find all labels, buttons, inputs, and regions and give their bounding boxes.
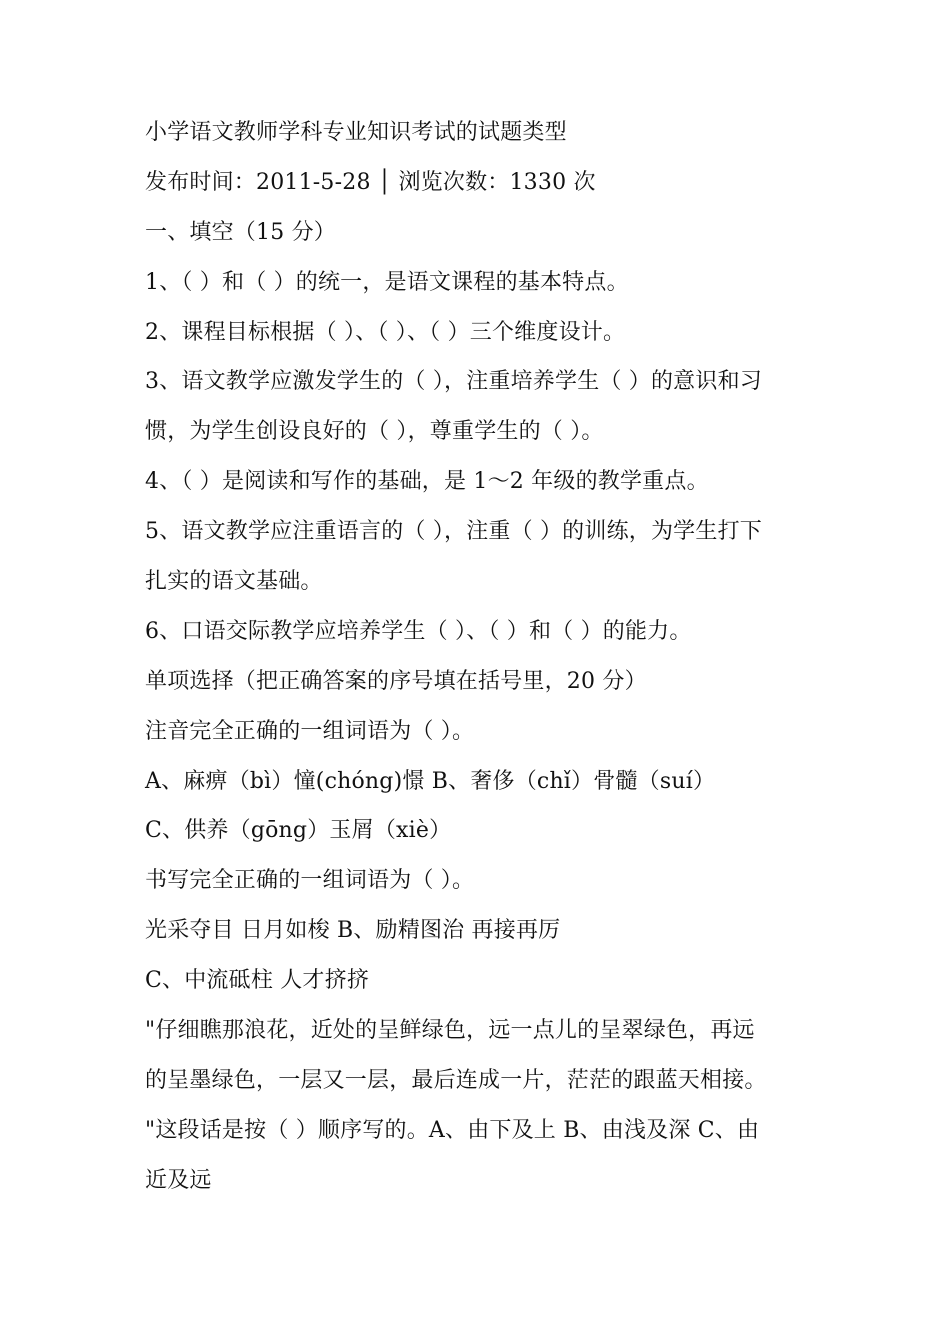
section-heading-fill-blank: 一、填空（15 分） <box>145 219 336 245</box>
question-line: 注音完全正确的一组词语为（ ）。 <box>145 718 475 744</box>
document-title: 小学语文教师学科专业知识考试的试题类型 <box>145 120 567 145</box>
passage-line: 的呈墨绿色，一层又一层，最后连成一片，茫茫的跟蓝天相接。 <box>145 1067 767 1093</box>
question-line: 6、口语交际教学应培养学生（ ）、（ ）和（ ）的能力。 <box>145 618 692 644</box>
option-line: C、供养（gōng）玉屑（xiè） <box>145 818 452 844</box>
passage-line: "这段话是按（ ）顺序写的。A、由下及上 B、由浅及深 C、由 <box>145 1117 760 1143</box>
question-line: 4、（ ）是阅读和写作的基础，是 1～2 年级的教学重点。 <box>145 469 709 495</box>
question-line: 5、语文教学应注重语言的（ ），注重（ ）的训练，为学生打下 <box>145 519 762 545</box>
question-line: 惯，为学生创设良好的（ ），尊重学生的（ ）。 <box>145 419 604 445</box>
option-line: 光采夺目 日月如梭 B、励精图治 再接再厉 <box>145 918 561 944</box>
option-line: C、中流砥柱 人才挤挤 <box>145 968 370 994</box>
option-line: A、麻痹（bì）憧(chóng)憬 B、奢侈（chǐ）骨髓（suí） <box>145 768 716 794</box>
question-line: 书写完全正确的一组词语为（ ）。 <box>145 868 475 894</box>
question-line: 3、语文教学应激发学生的（ ），注重培养学生（ ）的意识和习 <box>145 369 762 395</box>
question-line: 扎实的语文基础。 <box>145 569 323 595</box>
document-body <box>145 108 813 1206</box>
question-line: 2、课程目标根据（ ）、（ ）、（ ）三个维度设计。 <box>145 319 626 345</box>
passage-line: "仔细瞧那浪花，近处的呈鲜绿色，远一点儿的呈翠绿色，再远 <box>145 1018 755 1044</box>
question-line: 1、（ ）和（ ）的统一，是语文课程的基本特点。 <box>145 269 629 295</box>
section-heading-single-choice: 单项选择（把正确答案的序号填在括号里，20 分） <box>145 668 647 694</box>
publish-meta: 发布时间：2011-5-28 │ 浏览次数：1330 次 <box>145 169 596 195</box>
passage-line: 近及远 <box>145 1167 212 1193</box>
